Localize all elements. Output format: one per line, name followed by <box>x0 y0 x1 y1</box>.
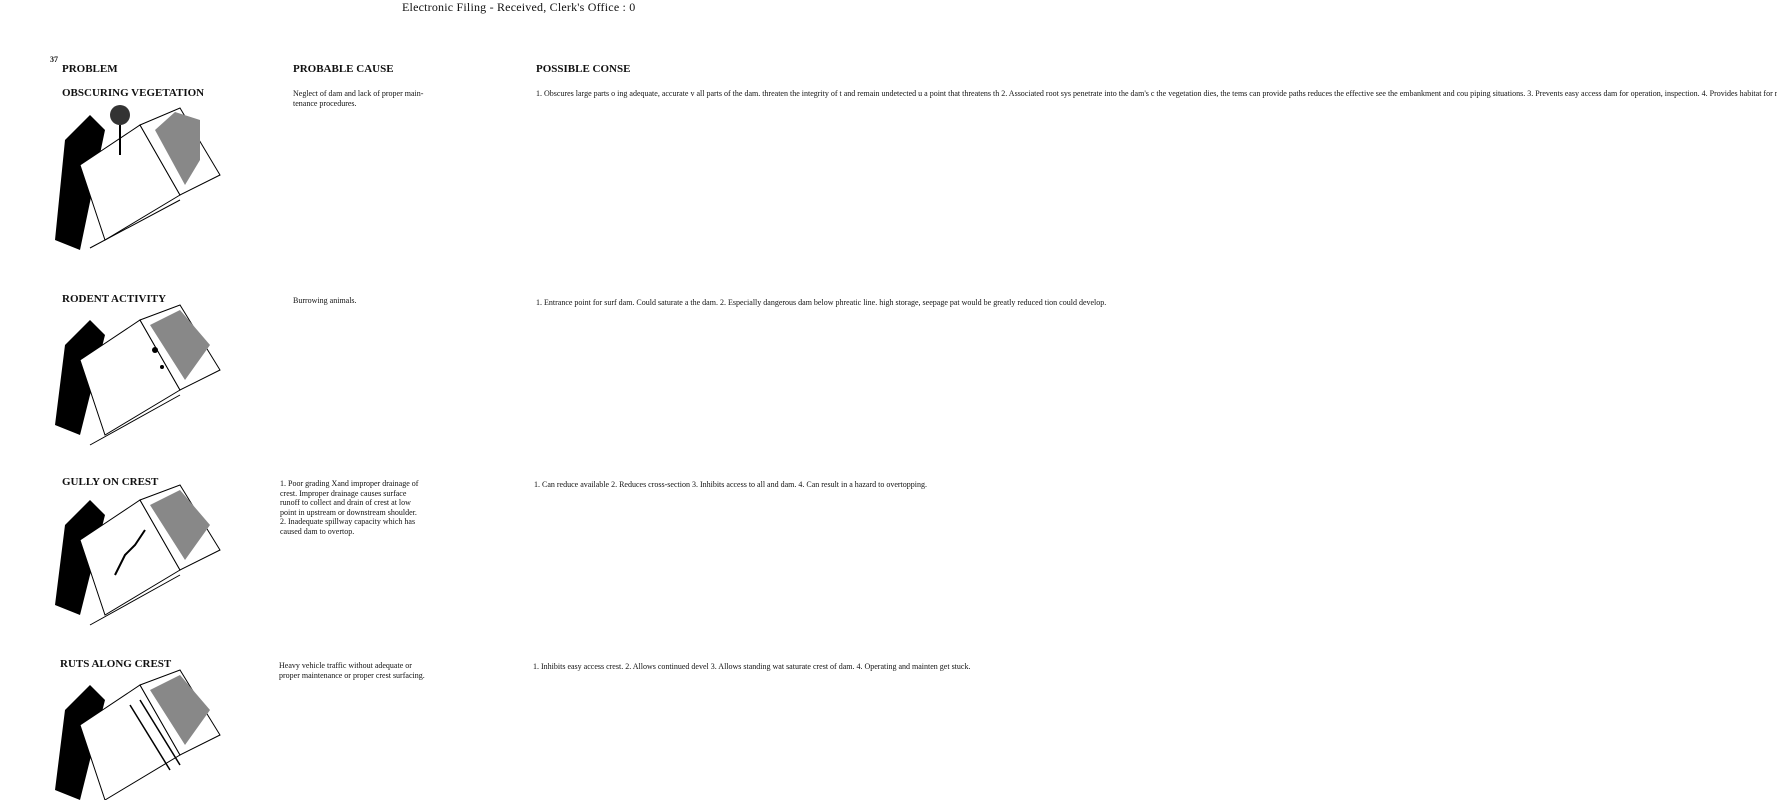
row-cause-gully-on-crest: 1. Poor grading Xand improper drainage of crest. Improper drainage causes surface runoff to collect and drain of crest at low point in upstream or downstream shoulder. 2. Inadequate spillway capacity which has caused dam to overtop. <box>280 479 419 536</box>
row-title-obscuring-vegetation: OBSCURING VEGETATION <box>62 87 205 99</box>
dam-illustration-ruts <box>50 670 230 800</box>
row-title-rodent-activity: RODENT ACTIVITY <box>62 293 167 305</box>
row-cause-rodent-activity: Burrowing animals. <box>293 296 357 305</box>
row-title-gully-on-crest: GULLY ON CREST <box>62 476 159 488</box>
row-cause-ruts-along-crest: Heavy vehicle traffic without adequate or proper maintenance or proper crest surfacing. <box>279 661 425 680</box>
dam-illustration-rodent <box>50 305 230 445</box>
page-number: 37 <box>50 55 58 64</box>
column-header-cause: PROBABLE CAUSE <box>293 63 394 75</box>
dam-illustration-vegetation <box>50 100 230 240</box>
row-cause-obscuring-vegetation: Neglect of dam and lack of proper main- tenance procedures. <box>293 89 424 108</box>
row-consequences-rodent-activity: 1. Entrance point for surf dam. Could saturate a the dam. 2. Especially dangerous dam below phreatic line. high storage, seepage pat would be greatly reduced tion could develop. <box>536 298 1107 307</box>
column-header-consequence: POSSIBLE CONSE <box>536 63 631 75</box>
row-consequences-ruts-along-crest: 1. Inhibits easy access crest. 2. Allows continued devel 3. Allows standing wat saturate crest of dam. 4. Operating and mainten get stuck. <box>533 662 971 671</box>
column-header-problem: PROBLEM <box>62 63 118 75</box>
row-title-ruts-along-crest: RUTS ALONG CREST <box>60 658 172 670</box>
row-consequences-obscuring-vegetation: 1. Obscures large parts o ing adequate, accurate v all parts of the dam. threaten the integrity of t and remain undetected u a point that threatens th 2. Associated root sys penetrate into the dam's c the vegetation dies, the tems can provide paths reduces the effective see the embankment and cou piping situations. 3. Prevents easy access dam for operation, inspection. 4. Provides habitat for r <box>536 89 1777 98</box>
dam-illustration-gully <box>50 485 230 625</box>
row-consequences-gully-on-crest: 1. Can reduce available 2. Reduces cross-section 3. Inhibits access to all and dam. 4. Can result in a hazard to overtopping. <box>534 480 927 489</box>
filing-header: Electronic Filing - Received, Clerk's Office : 0 <box>402 0 636 14</box>
